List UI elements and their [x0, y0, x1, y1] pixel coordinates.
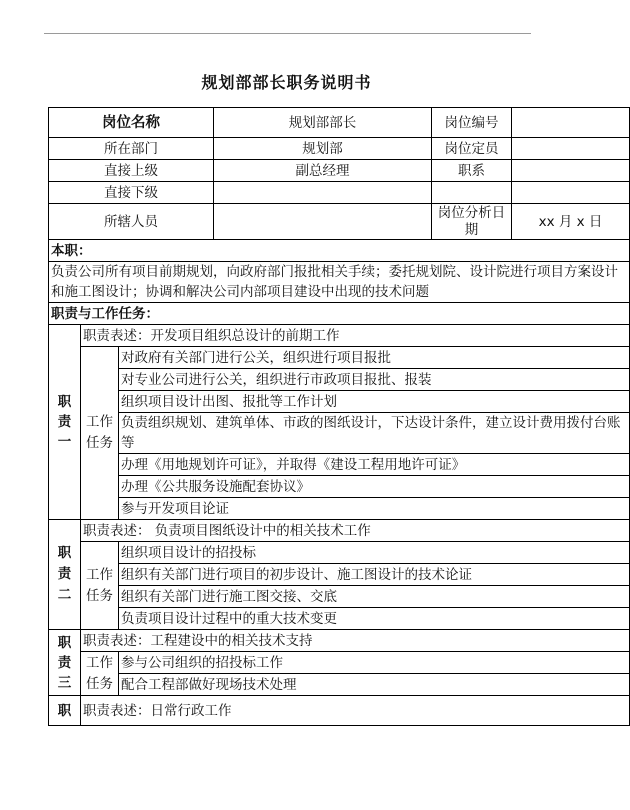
task-item: 负责组织规划、建筑单体、市政的图纸设计，下达设计条件，建立设计费用拨付台账等 [119, 413, 630, 454]
analysis-date-value: xx 月 x 日 [512, 204, 630, 240]
responsibility-label: 职 [49, 696, 81, 726]
governed-value [214, 204, 432, 240]
work-task-label [81, 347, 119, 520]
work-task-label-text: 工作任务 [86, 414, 113, 451]
task-item: 办理《公共服务设施配套协议》 [119, 476, 630, 498]
blank-cell [512, 182, 630, 204]
analysis-date-label: 岗位分析日期 [432, 204, 512, 240]
department-value: 规划部 [214, 138, 432, 160]
task-item: 参与开发项目论证 [119, 498, 630, 520]
task-item: 负责项目设计过程中的重大技术变更 [119, 608, 630, 630]
governed-label: 所辖人员 [49, 204, 214, 240]
work-task-label [81, 652, 119, 696]
task-item: 组织项目设计的招投标 [119, 542, 630, 564]
task-item: 组织有关部门进行施工图交接、交底 [119, 586, 630, 608]
responsibility-label-text: 职责三 [57, 634, 72, 691]
task-item: 对政府有关部门进行公关，组织进行项目报批 [119, 347, 630, 369]
subordinate-label: 直接下级 [49, 182, 214, 204]
blank-cell [432, 182, 512, 204]
task-item: 对专业公司进行公关，组织进行市政项目报批、报装 [119, 369, 630, 391]
duty-heading: 本职： [49, 240, 630, 262]
document-title: 规划部部长职务说明书 [201, 73, 372, 92]
position-name-label: 岗位名称 [49, 108, 214, 138]
job-class-value [512, 160, 630, 182]
responsibility-statement: 职责表述：日常行政工作 [81, 696, 630, 726]
superior-label: 直接上级 [49, 160, 214, 182]
header-rule [44, 33, 531, 34]
tasks-heading: 职责与工作任务： [49, 303, 630, 325]
task-item: 办理《用地规划许可证》，并取得《建设工程用地许可证》 [119, 454, 630, 476]
duty-text: 负责公司所有项目前期规划，向政府部门报批相关手续；委托规划院、设计院进行项目方案设计和施工图设计；协调和解决公司内部项目建设中出现的技术问题 [49, 262, 630, 303]
position-staff-value [512, 138, 630, 160]
responsibility-label-text: 职责二 [57, 545, 72, 603]
responsibility-label [49, 630, 81, 696]
superior-value: 副总经理 [214, 160, 432, 182]
work-task-label [81, 542, 119, 630]
responsibility-label-text: 职责一 [57, 394, 72, 450]
position-staff-label: 岗位定员 [432, 138, 512, 160]
subordinate-value [214, 182, 432, 204]
department-label: 所在部门 [49, 138, 214, 160]
work-task-label-text: 工作任务 [86, 566, 113, 604]
job-class-label: 职系 [432, 160, 512, 182]
position-name-value: 规划部部长 [214, 108, 432, 138]
position-code-value [512, 108, 630, 138]
task-item: 配合工程部做好现场技术处理 [119, 674, 630, 696]
task-item: 参与公司组织的招投标工作 [119, 652, 630, 674]
job-description-table [48, 107, 630, 726]
responsibility-statement: 职责表述： 负责项目图纸设计中的相关技术工作 [81, 520, 630, 542]
position-code-label: 岗位编号 [432, 108, 512, 138]
task-item: 组织项目设计出图、报批等工作计划 [119, 391, 630, 413]
responsibility-label [49, 520, 81, 630]
responsibility-label [49, 325, 81, 520]
task-item: 组织有关部门进行项目的初步设计、施工图设计的技术论证 [119, 564, 630, 586]
responsibility-statement: 职责表述：开发项目组织总设计的前期工作 [81, 325, 630, 347]
work-task-label-text: 工作任务 [86, 654, 113, 692]
responsibility-statement: 职责表述：工程建设中的相关技术支持 [81, 630, 630, 652]
